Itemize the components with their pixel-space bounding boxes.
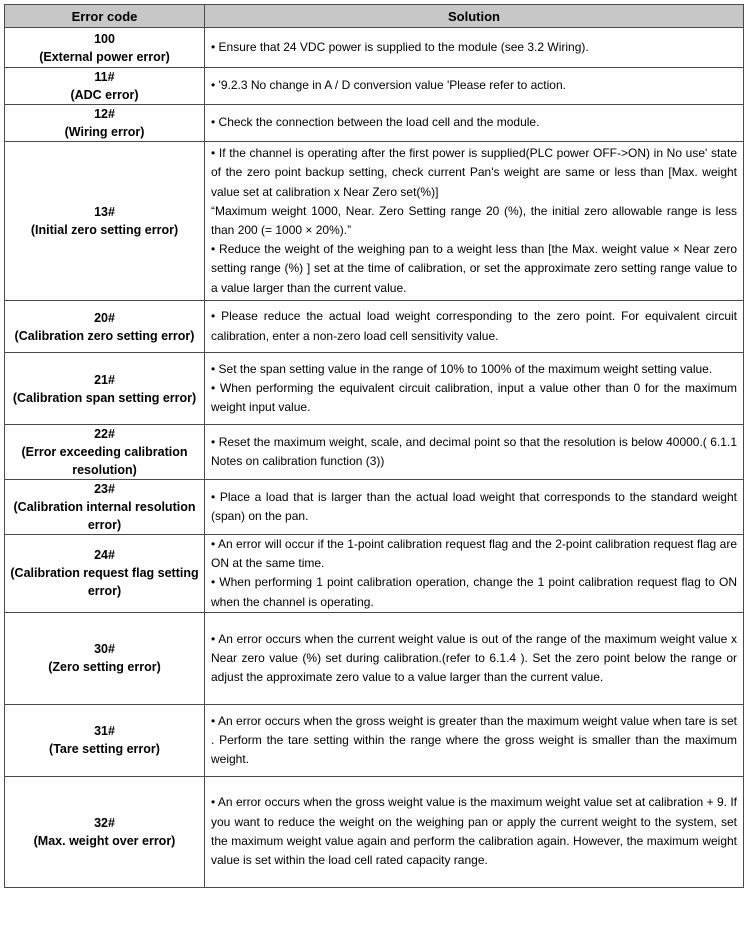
error-code-name: (Calibration internal resolution error) xyxy=(13,500,196,532)
table-row xyxy=(5,28,744,68)
solution-text: • An error occurs when the gross weight value is the maximum weight value set at calibration + 9. If you want to reduce the weight on the weighing pan or apply the current weight to the system, set the maximum weight value again and perform the calibration again. However, the maximum weight value is set within the load cell rated capacity range. xyxy=(211,795,737,868)
error-code-name: (Error exceeding calibration resolution) xyxy=(21,445,188,477)
table-row xyxy=(5,142,744,301)
error-code-table xyxy=(4,4,744,888)
solution-text: • '9.2.3 No change in A / D conversion value 'Please refer to action. xyxy=(211,78,566,93)
error-code-name: (Calibration span setting error) xyxy=(12,390,197,405)
error-code-number: 21# xyxy=(94,372,115,387)
table-row xyxy=(5,301,744,353)
solution-text: • Set the span setting value in the range of 10% to 100% of the maximum weight setting value. xyxy=(211,361,713,376)
error-code-cell xyxy=(5,68,205,105)
error-code-cell xyxy=(5,612,205,704)
table-row xyxy=(5,425,744,480)
solution-cell xyxy=(205,704,744,776)
table-row xyxy=(5,535,744,613)
solution-cell xyxy=(205,612,744,704)
error-code-name: (Max. weight over error) xyxy=(33,833,176,848)
error-code-cell xyxy=(5,704,205,776)
error-code-number: 30# xyxy=(94,642,115,657)
solution-text: • When performing the equivalent circuit calibration, input a value other than 0 for the maximum weight input value. xyxy=(211,380,737,415)
solution-text: • Place a load that is larger than the actual load weight that corresponds to the standard weight (span) on the pan. xyxy=(211,489,737,523)
table-row xyxy=(5,480,744,535)
error-code-name: (ADC error) xyxy=(70,88,139,102)
error-code-number: 20# xyxy=(94,310,115,325)
solution-text: • An error occurs when the current weight value is out of the range of the maximum weight value x Near zero value (%) set during calibration.(refer to 6.1.4 ). Set the zero point below the range or adjust the approximate zero value to a value larger than the current value. xyxy=(211,631,737,684)
header-error-code: Error code xyxy=(5,5,205,28)
solution-text: • If the channel is operating after the first power is supplied(PLC power OFF->ON) in No use' state of the zero point backup setting, check current Pan's weight are same or less than [Max. weight value set at calibration x Near Zero set(%)] xyxy=(211,146,737,199)
solution-cell xyxy=(205,480,744,535)
error-code-number: 100 xyxy=(94,31,115,46)
error-code-number: 11# xyxy=(94,70,115,84)
table-row xyxy=(5,353,744,425)
solution-text: • Please reduce the actual load weight corresponding to the zero point. For equivalent circuit calibration, enter a non-zero load cell sensitivity value. xyxy=(211,309,737,343)
error-code-number: 22# xyxy=(94,427,115,441)
solution-text: “Maximum weight 1000, Near. Zero Setting range 20 (%), the initial zero allowable range is less than 200 (= 1000 × 20%).” xyxy=(211,203,737,237)
solution-cell xyxy=(205,105,744,142)
error-code-cell xyxy=(5,142,205,301)
solution-cell xyxy=(205,28,744,68)
error-code-cell xyxy=(5,301,205,353)
solution-text: • Ensure that 24 VDC power is supplied to the module (see 3.2 Wiring). xyxy=(211,39,589,54)
error-code-number: 31# xyxy=(94,724,115,739)
error-code-number: 24# xyxy=(94,548,115,563)
solution-cell xyxy=(205,301,744,353)
error-code-number: 12# xyxy=(94,107,115,121)
error-code-name: (Wiring error) xyxy=(64,125,145,139)
table-row xyxy=(5,105,744,142)
table-row xyxy=(5,704,744,776)
error-code-number: 32# xyxy=(94,815,115,830)
error-code-cell xyxy=(5,535,205,613)
solution-cell xyxy=(205,535,744,613)
error-code-number: 23# xyxy=(94,482,115,496)
solution-text: • An error occurs when the gross weight is greater than the maximum weight value when tare is set . Perform the tare setting within the range where the gross weight is smaller than the maximum weight. xyxy=(211,713,737,766)
table-header-row xyxy=(5,5,744,28)
table-row xyxy=(5,612,744,704)
error-code-name: (External power error) xyxy=(39,49,170,64)
error-code-name: (Initial zero setting error) xyxy=(30,223,179,237)
solution-cell xyxy=(205,353,744,425)
solution-cell xyxy=(205,776,744,887)
error-code-cell xyxy=(5,353,205,425)
error-code-cell xyxy=(5,776,205,887)
table-row xyxy=(5,68,744,105)
error-code-cell xyxy=(5,28,205,68)
error-code-number: 13# xyxy=(94,205,115,219)
header-solution: Solution xyxy=(205,5,744,28)
solution-text: • Check the connection between the load cell and the module. xyxy=(211,115,540,130)
solution-cell xyxy=(205,68,744,105)
solution-text: • An error will occur if the 1-point calibration request flag and the 2-point calibration request flag are ON at the same time. xyxy=(211,537,737,571)
error-code-name: (Calibration request flag setting error) xyxy=(10,566,199,599)
solution-text: • When performing 1 point calibration operation, change the 1 point calibration request flag to ON when the channel is operating. xyxy=(211,575,737,609)
table-row xyxy=(5,776,744,887)
solution-cell xyxy=(205,142,744,301)
error-code-name: (Tare setting error) xyxy=(49,742,160,757)
error-code-name: (Zero setting error) xyxy=(48,660,161,675)
solution-text: • Reduce the weight of the weighing pan to a weight less than [the Max. weight value × Near zero setting range (%) ] set at the time of calibration, or set the approximate zero setting range value to a value larger than the current value. xyxy=(211,242,737,295)
error-code-cell xyxy=(5,425,205,480)
error-code-cell xyxy=(5,105,205,142)
solution-cell xyxy=(205,425,744,480)
solution-text: • Reset the maximum weight, scale, and decimal point so that the resolution is below 40000.( 6.1.1 Notes on calibration function (3)) xyxy=(211,434,737,468)
error-code-name: (Calibration zero setting error) xyxy=(14,328,195,343)
error-code-cell xyxy=(5,480,205,535)
